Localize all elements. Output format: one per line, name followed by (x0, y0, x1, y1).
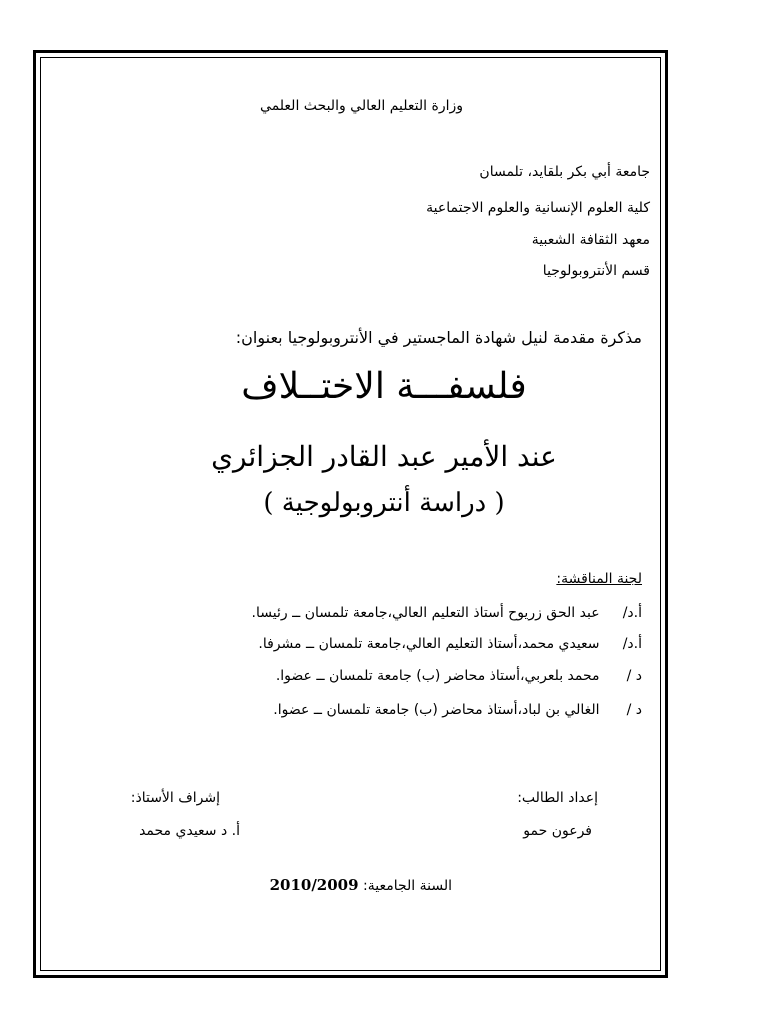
student-name: فرعون حمو (523, 823, 592, 839)
member-title: أ.د/ (622, 636, 642, 652)
member-details: سعيدي محمد،أستاذ التعليم العالي،جامعة تلمسان ــ مشرفا. (258, 636, 600, 652)
department-name: قسم الأنتروبولوجيا (542, 263, 650, 279)
thesis-intro: مذكرة مقدمة لنيل شهادة الماجستير في الأنتروبولوجيا بعنوان: (235, 328, 642, 347)
committee-heading: لجنة المناقشة: (556, 571, 642, 587)
supervisor-name: أ. د سعيدي محمد (139, 823, 240, 839)
thesis-study-type: ( دراسة أنتروبولوجية ) (263, 488, 505, 518)
supervisor-label: إشراف الأستاذ: (130, 790, 220, 806)
member-title: أ.د/ (622, 605, 642, 621)
institute-name: معهد الثقافة الشعبية (531, 232, 650, 248)
member-details: الغالي بن لباد،أستاذ محاضر (ب) جامعة تلمسان ــ عضوا. (273, 702, 600, 718)
member-details: محمد بلعربي،أستاذ محاضر (ب) جامعة تلمسان ــ عضوا. (275, 668, 600, 684)
faculty-name: كلية العلوم الإنسانية والعلوم الاجتماعية (426, 200, 650, 216)
academic-year (270, 876, 452, 894)
committee-member (258, 636, 642, 652)
university-name: جامعة أبي بكر بلقايد، تلمسان (479, 164, 650, 180)
member-title: د / (626, 668, 642, 684)
ministry-heading: وزارة التعليم العالي والبحث العلمي (260, 98, 463, 114)
thesis-subtitle: عند الأمير عبد القادر الجزائري (211, 440, 557, 473)
committee-member (276, 668, 642, 684)
member-title: د / (626, 702, 642, 718)
academic-year-value: 2010/2009 (269, 876, 359, 894)
committee-member (252, 605, 642, 621)
academic-year-label: السنة الجامعية: (363, 878, 452, 894)
member-details: عبد الحق زريوح أستاذ التعليم العالي،جامعة تلمسان ــ رئيسا. (251, 605, 600, 621)
committee-member (273, 702, 642, 718)
thesis-title: فلسفـــة الاختــلاف (241, 366, 527, 407)
student-label: إعداد الطالب: (517, 790, 598, 806)
